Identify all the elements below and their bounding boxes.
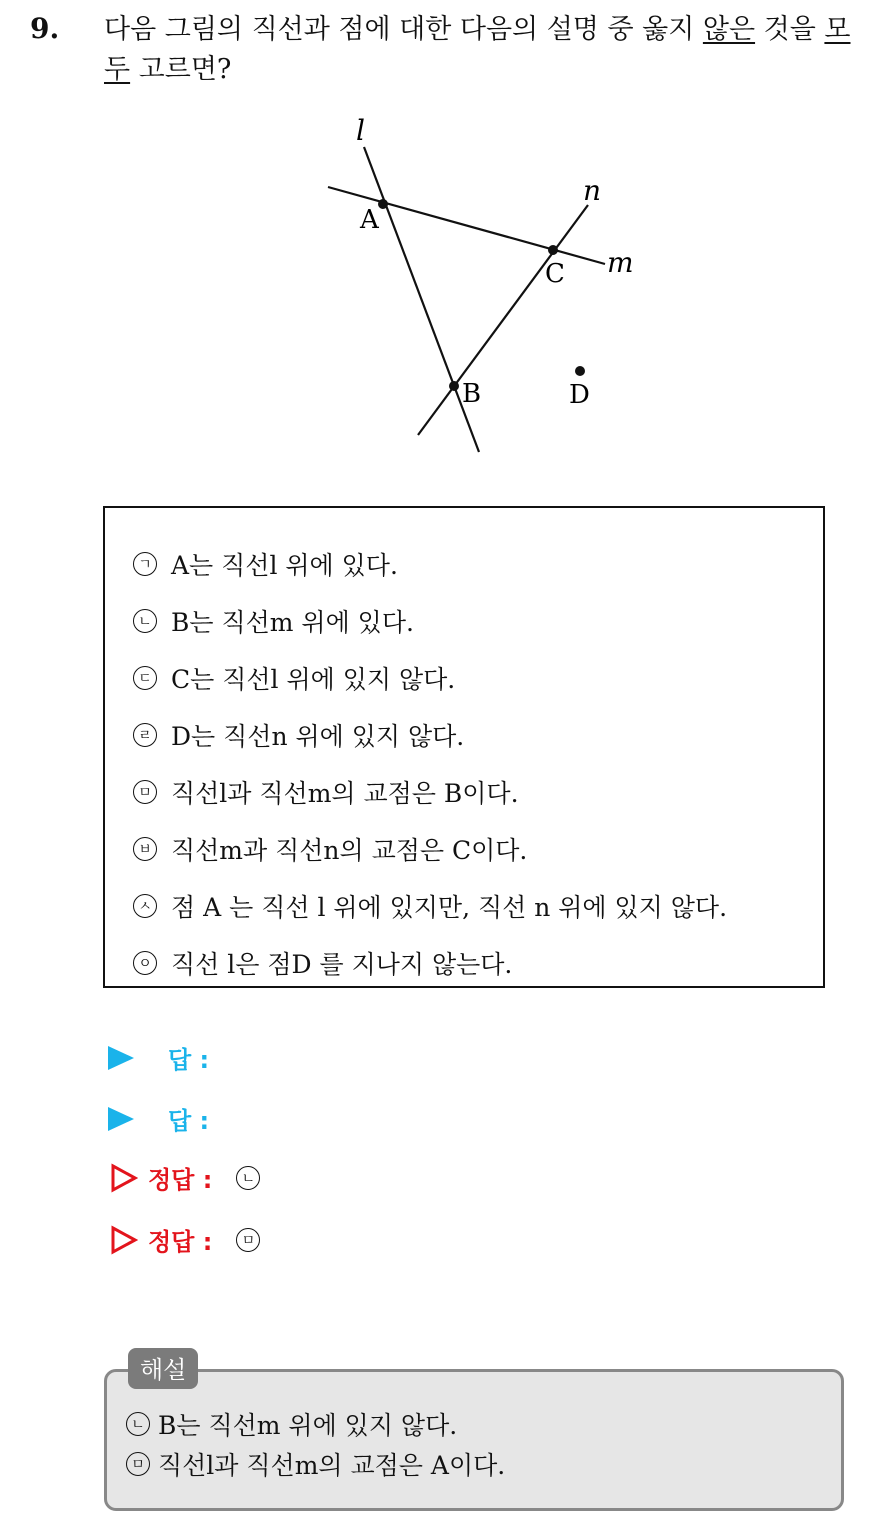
correct-answer-row bbox=[110, 1160, 274, 1195]
choice-marker: ㄷ bbox=[133, 666, 157, 690]
choice-text: 직선l과 직선m의 교점은 B이다. bbox=[171, 779, 519, 808]
point-b bbox=[449, 381, 459, 391]
choice-text: D는 직선n 위에 있지 않다. bbox=[171, 722, 465, 751]
choice-item bbox=[133, 945, 512, 981]
choice-item bbox=[133, 660, 455, 696]
choice-text: C는 직선l 위에 있지 않다. bbox=[171, 665, 456, 694]
choice-marker: ㅂ bbox=[133, 837, 157, 861]
geometry-figure bbox=[300, 108, 680, 468]
choice-text: A는 직선l 위에 있다. bbox=[171, 551, 398, 580]
correct-marker: ㅁ bbox=[236, 1228, 260, 1252]
choice-marker: ㄴ bbox=[133, 609, 157, 633]
point-c bbox=[548, 245, 558, 255]
choice-marker: ㅇ bbox=[133, 951, 157, 975]
outline-triangle-icon bbox=[110, 1225, 138, 1255]
point-label-b: B bbox=[462, 379, 482, 409]
choice-item bbox=[133, 888, 727, 924]
correct-answer-row bbox=[110, 1222, 274, 1257]
solution-line bbox=[126, 1446, 505, 1482]
correct-label: 정답 : bbox=[148, 1228, 213, 1256]
choice-marker: ㅁ bbox=[133, 780, 157, 804]
correct-label: 정답 : bbox=[148, 1166, 213, 1194]
choice-text: 점 A 는 직선 l 위에 있지만, 직선 n 위에 있지 않다. bbox=[171, 893, 728, 922]
correct-marker: ㄴ bbox=[236, 1166, 260, 1190]
solution-text: B는 직선m 위에 있지 않다. bbox=[158, 1411, 458, 1440]
line-label-l: l bbox=[356, 114, 365, 147]
point-a bbox=[378, 199, 388, 209]
question-text: 다음 그림의 직선과 점에 대한 다음의 설명 중 옳지 않은 것을 모두 고르면? bbox=[104, 14, 851, 85]
line-label-m: m bbox=[607, 246, 634, 279]
choice-item bbox=[133, 717, 464, 753]
play-triangle-icon bbox=[108, 1107, 134, 1131]
point-label-d: D bbox=[569, 380, 590, 410]
solution-text: 직선l과 직선m의 교점은 A이다. bbox=[158, 1451, 506, 1480]
solution-marker: ㅁ bbox=[126, 1452, 150, 1476]
choice-marker: ㅅ bbox=[133, 894, 157, 918]
outline-triangle-icon bbox=[110, 1163, 138, 1193]
solution-marker: ㄴ bbox=[126, 1412, 150, 1436]
answer-row bbox=[108, 1101, 209, 1136]
choice-marker: ㄹ bbox=[133, 723, 157, 747]
answer-row bbox=[108, 1040, 209, 1075]
choice-text: 직선 l은 점D 를 지나지 않는다. bbox=[171, 950, 513, 979]
choices-box bbox=[103, 506, 825, 988]
question-number: 9. bbox=[30, 12, 60, 45]
choice-item bbox=[133, 603, 414, 639]
choice-item bbox=[133, 774, 519, 810]
point-label-c: C bbox=[545, 259, 565, 289]
point-label-a: A bbox=[360, 205, 379, 235]
choice-text: B는 직선m 위에 있다. bbox=[171, 608, 414, 637]
underlined-word-all: 모두 bbox=[104, 14, 851, 85]
answer-label: 답 : bbox=[168, 1046, 210, 1074]
answer-label: 답 : bbox=[168, 1107, 210, 1135]
play-triangle-icon bbox=[108, 1046, 134, 1070]
solution-tag: 해설 bbox=[128, 1348, 198, 1389]
underlined-word-not: 않은 bbox=[702, 14, 756, 45]
choice-item bbox=[133, 831, 527, 867]
line-label-n: n bbox=[583, 174, 602, 207]
choice-text: 직선m과 직선n의 교점은 C이다. bbox=[171, 836, 528, 865]
line-n bbox=[418, 205, 588, 435]
point-d bbox=[575, 366, 585, 376]
choice-item bbox=[133, 546, 398, 582]
choice-marker: ㄱ bbox=[133, 552, 157, 576]
solution-line bbox=[126, 1406, 457, 1442]
